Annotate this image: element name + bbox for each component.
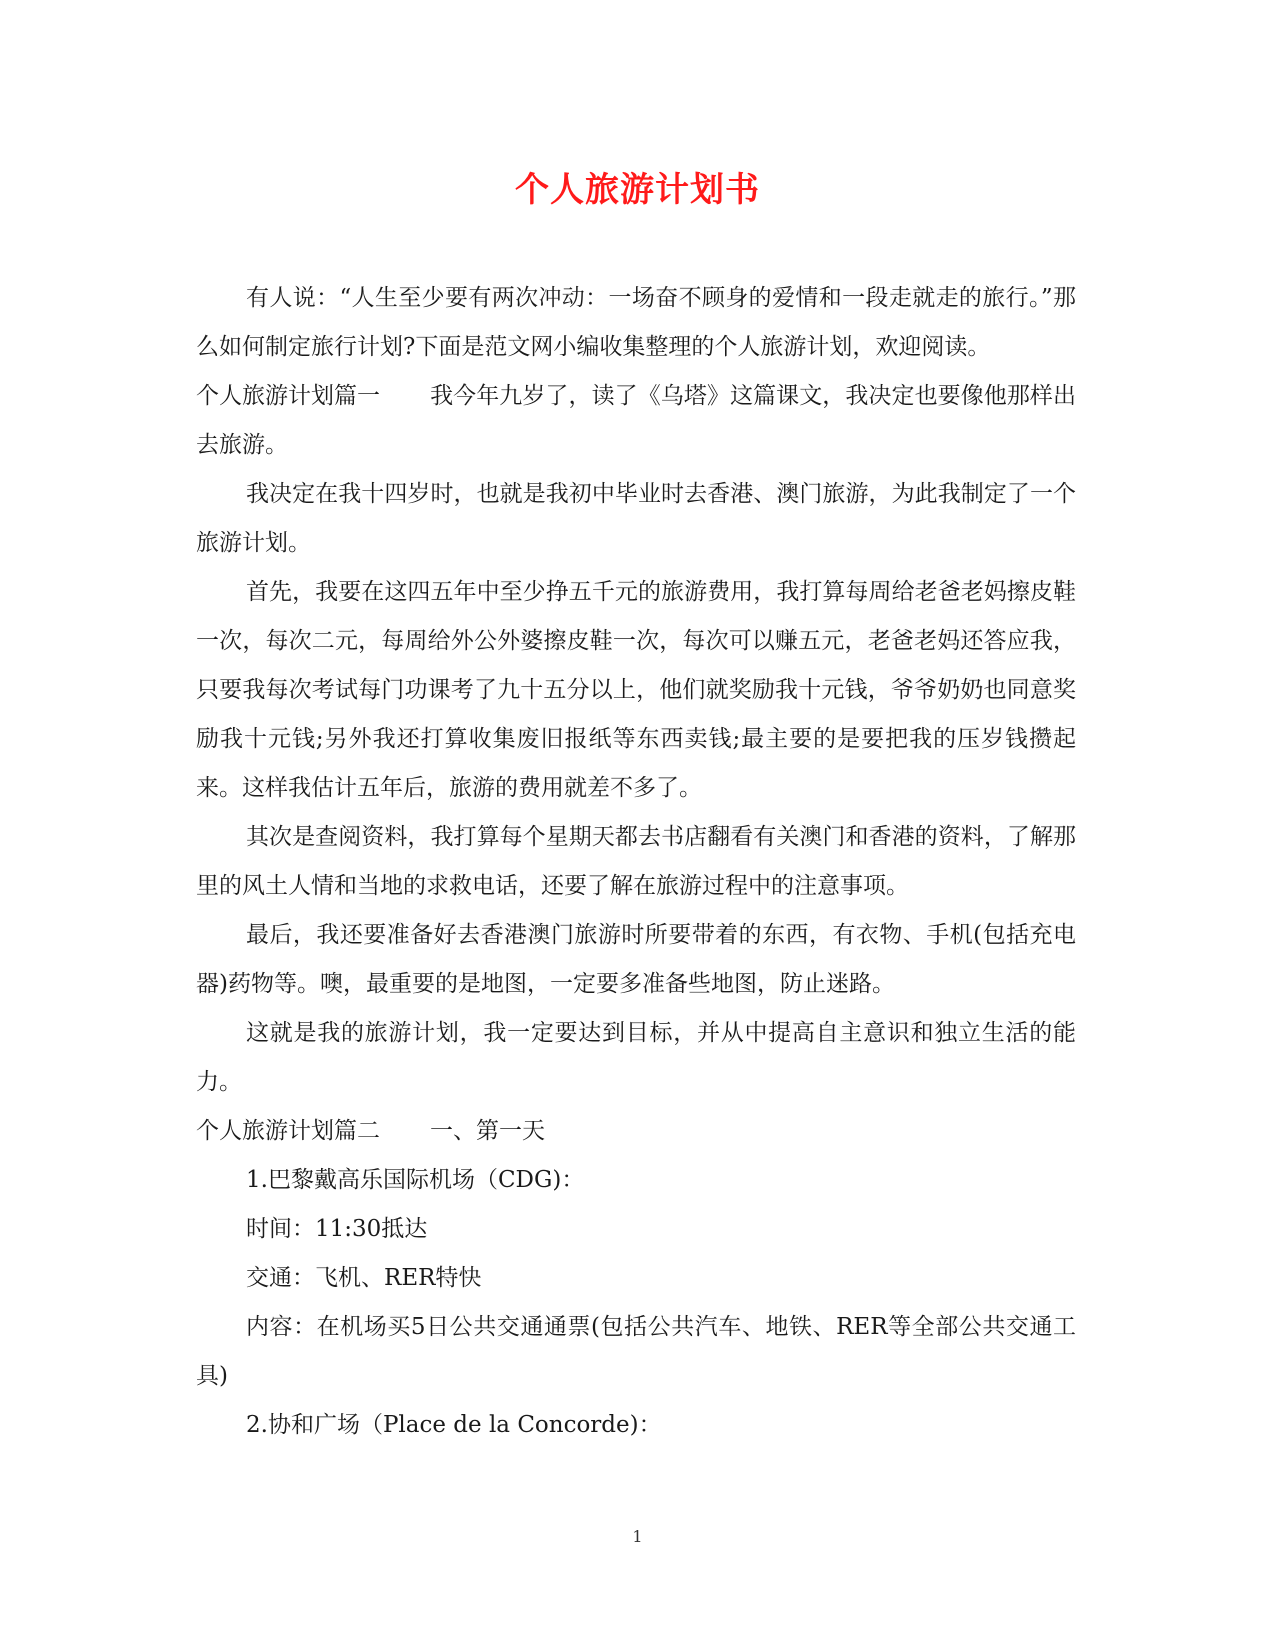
section-two-heading [196,1107,1076,1156]
paragraph: 这就是我的旅游计划，我一定要达到目标，并从中提高自主意识和独立生活的能力。 [196,1020,1076,1095]
itinerary-line: 内容：在机场买5日公共交通通票(包括公共汽车、地铁、RER等全部公共交通工具) [196,1314,1076,1389]
paragraph: 我决定在我十四岁时，也就是我初中毕业时去香港、澳门旅游，为此我制定了一个旅游计划。 [196,481,1076,556]
section-one-heading [196,372,1076,470]
section-one-label: 个人旅游计划篇一 [196,383,380,409]
itinerary-line: 2.协和广场（Place de la Concorde)： [246,1412,662,1438]
page-number: 1 [632,1527,643,1546]
paragraph: 最后，我还要准备好去香港澳门旅游时所要带着的东西，有衣物、手机(包括充电器)药物等。噢，最重要的是地图，一定要多准备些地图，防止迷路。 [196,922,1076,997]
paragraph: 首先，我要在这四五年中至少挣五千元的旅游费用，我打算每周给老爸老妈擦皮鞋一次，每次二元，每周给外公外婆擦皮鞋一次，每次可以赚五元，老爸老妈还答应我，只要我每次考试每门功课考了九十五分以上，他们就奖励我十元钱，爷爷奶奶也同意奖励我十元钱;另外我还打算收集废旧报纸等东西卖钱;最主要的是要把我的压岁钱攒起来。这样我估计五年后，旅游的费用就差不多了。 [196,579,1076,801]
section-two-first-line: 一、第一天 [430,1118,545,1144]
intro-paragraph: 有人说：“人生至少要有两次冲动：一场奋不顾身的爱情和一段走就走的旅行。”那么如何制定旅行计划?下面是范文网小编收集整理的个人旅游计划，欢迎阅读。 [196,285,1076,360]
itinerary-line: 1.巴黎戴高乐国际机场（CDG)： [246,1167,585,1193]
section-one-first-line: 我今年九岁了，读了《乌塔》这篇课文，我决定也要像他那样出去旅游。 [196,383,1076,458]
itinerary-line: 交通：飞机、RER特快 [246,1265,482,1291]
document-title: 个人旅游计划书 [515,170,760,210]
section-two-label: 个人旅游计划篇二 [196,1118,380,1144]
paragraph: 其次是查阅资料，我打算每个星期天都去书店翻看有关澳门和香港的资料，了解那里的风土人情和当地的求救电话，还要了解在旅游过程中的注意事项。 [196,824,1076,899]
document-body [196,274,1076,1450]
itinerary-line: 时间：11:30抵达 [246,1216,428,1242]
